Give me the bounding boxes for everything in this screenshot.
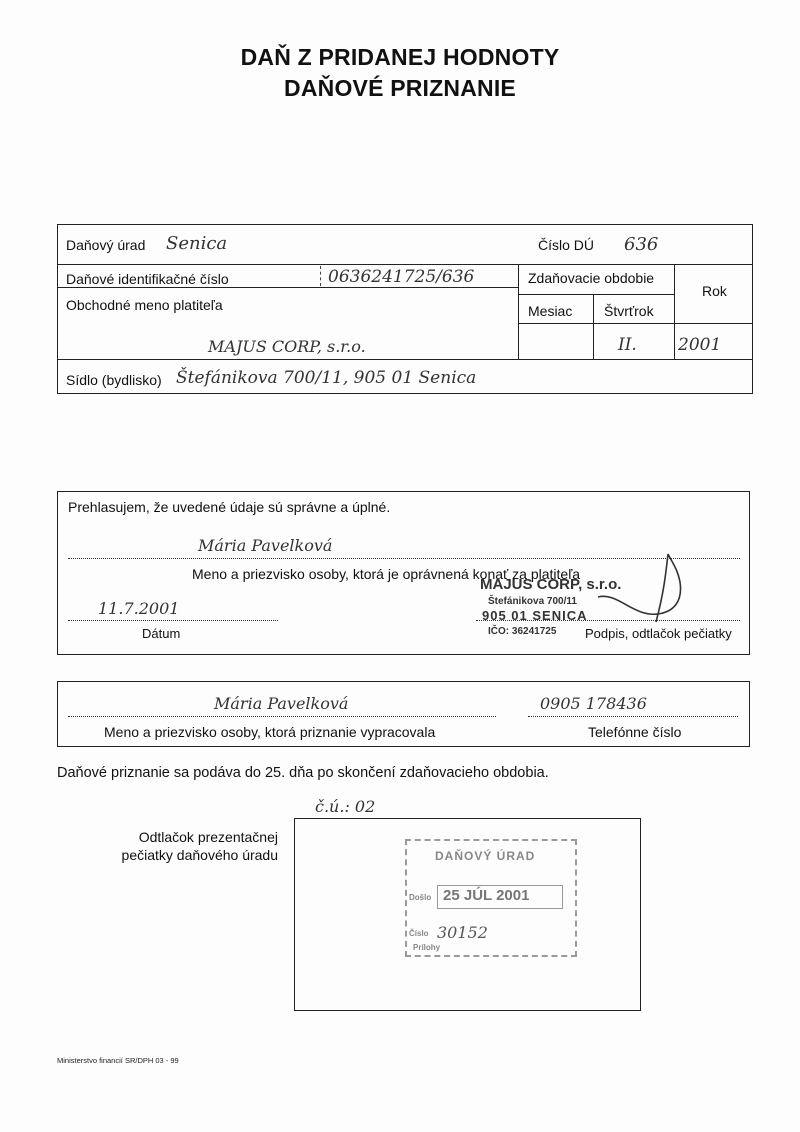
rok-value: 2001 — [678, 335, 722, 355]
date-value: 11.7.2001 — [98, 599, 180, 618]
preparer-name-caption: Meno a priezvisko osoby, ktorá priznanie vypracovala — [104, 724, 436, 740]
title-line-2: DAŇOVÉ PRIZNANIE — [284, 75, 516, 101]
deadline-note: Daňové priznanie sa podáva do 25. dňa po skončení zdaňovacieho obdobia. — [57, 765, 549, 781]
office-received-stamp: DAŇOVÝ ÚRAD Došlo 25 JÚL 2001 Číslo 30152 Prílohy — [405, 839, 577, 957]
mesiac-label: Mesiac — [528, 303, 573, 319]
identification-table — [57, 224, 753, 394]
sidlo-label: Sídlo (bydlisko) — [66, 372, 162, 388]
phone-caption: Telefónne číslo — [588, 724, 682, 740]
cislo-du-label: Číslo DÚ — [538, 237, 595, 253]
stvrtrok-value: II. — [618, 335, 637, 355]
date-caption: Dátum — [142, 626, 181, 641]
zdanovacie-obdobie-label: Zdaňovacie obdobie — [528, 270, 655, 286]
authorized-caption: Meno a priezvisko osoby, ktorá je oprávnená konať za platiteľa — [192, 566, 581, 582]
danovy-urad-value: Senica — [166, 233, 228, 254]
sidlo-value: Štefánikova 700/11, 905 01 Senica — [176, 368, 477, 388]
signature-caption: Podpis, odtlačok pečiatky — [585, 626, 732, 641]
phone-value: 0905 178436 — [540, 694, 647, 713]
office-handwritten-note: č.ú.: 02 — [315, 797, 376, 816]
obchodne-meno-label: Obchodné meno platiteľa — [66, 297, 223, 313]
stamp-caption-line-1: Odtlačok prezentačnej — [138, 829, 278, 845]
stamp-caption-line-2: pečiatky daňového úradu — [121, 847, 278, 863]
signature-mark — [588, 542, 698, 632]
dic-label: Daňové identifikačné číslo — [66, 271, 229, 287]
office-stamp-number: 30152 — [437, 923, 488, 942]
title-line-1: DAŇ Z PRIDANEJ HODNOTY — [240, 44, 560, 70]
office-stamp-box — [294, 818, 641, 1011]
stvrtrok-label: Štvrťrok — [604, 303, 654, 319]
preparer-name-value: Mária Pavelková — [214, 694, 349, 713]
preparer-box — [57, 681, 750, 747]
ministry-code: Ministerstvo financií SR/DPH 03 - 99 — [57, 1056, 179, 1065]
dic-value: 0636241725/636 — [328, 267, 475, 287]
obchodne-meno-value: MAJUS CORP, s.r.o. — [208, 337, 366, 356]
declaration-statement: Prehlasujem, že uvedené údaje sú správne a úplné. — [68, 499, 391, 515]
company-stamp: MAJUS CORP, s.r.o. Štefánikova 700/11 905 01 SENICA IČO: 36241725 — [480, 576, 622, 637]
authorized-name-value: Mária Pavelková — [198, 536, 333, 555]
declaration-box — [57, 491, 750, 655]
cislo-du-value: 636 — [624, 234, 659, 255]
danovy-urad-label: Daňový úrad — [66, 237, 146, 253]
rok-label: Rok — [702, 283, 727, 299]
